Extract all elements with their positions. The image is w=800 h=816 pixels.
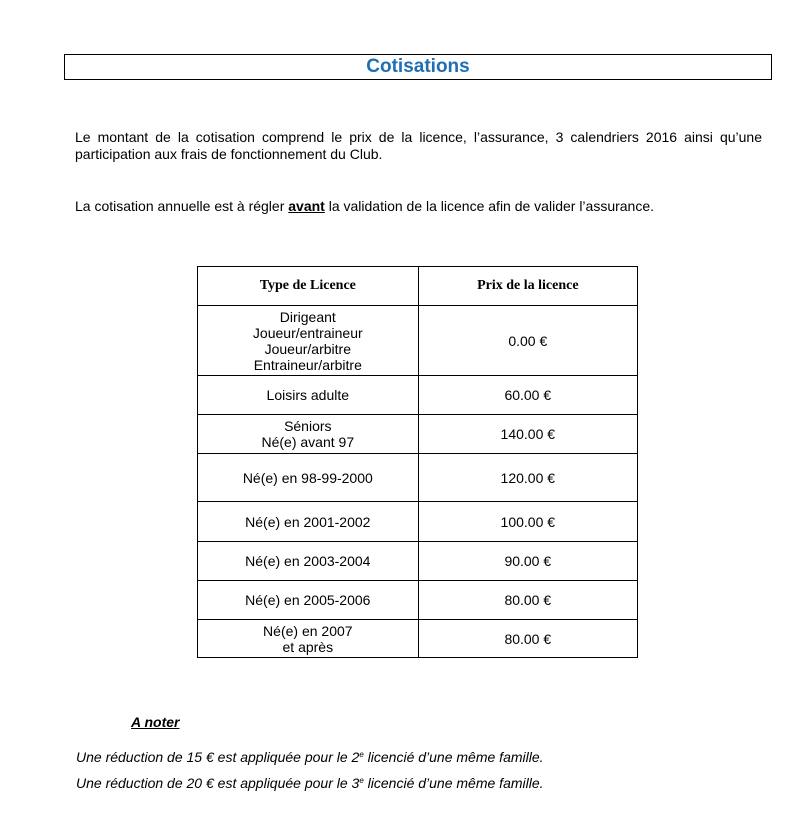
table-row <box>198 376 638 415</box>
license-type-cell <box>198 454 419 502</box>
license-price-cell: 120.00 € <box>418 454 637 502</box>
license-type-line: Né(e) en 98-99-2000 <box>242 469 373 486</box>
license-type-cell <box>198 542 419 581</box>
table-row <box>198 306 638 376</box>
note-text: licencié d’une même famille. <box>363 749 544 765</box>
table-row <box>198 502 638 542</box>
table-row <box>198 454 638 502</box>
header-license-type: Type de Licence <box>198 267 419 306</box>
table-header-row <box>198 267 638 306</box>
table-row <box>198 415 638 454</box>
license-type-line: Entraineur/arbitre <box>253 356 362 373</box>
license-price-cell: 80.00 € <box>418 620 637 658</box>
table-row <box>198 620 638 658</box>
license-price-cell: 100.00 € <box>418 502 637 542</box>
family-discount-note <box>76 775 544 791</box>
note-text: Une réduction de 15 € est appliquée pour le 2 <box>76 749 360 765</box>
license-type-line: Né(e) en 2001-2002 <box>245 513 371 530</box>
license-type-line: Loisirs adulte <box>266 387 350 403</box>
license-price-cell: 80.00 € <box>418 581 637 620</box>
license-type-line: Né(e) avant 97 <box>261 434 355 450</box>
license-type-cell <box>198 415 419 454</box>
license-type-line: Dirigeant <box>279 308 336 325</box>
title-box <box>64 54 772 80</box>
payment-text-before: La cotisation annuelle est à régler <box>75 198 289 214</box>
license-type-cell <box>198 620 419 658</box>
family-discount-note <box>76 749 544 765</box>
note-heading: A noter <box>131 714 180 730</box>
page-title: Cotisations <box>366 56 470 77</box>
license-type-cell <box>198 306 419 376</box>
license-type-line: Joueur/entraineur <box>252 324 363 341</box>
ordinal-suffix: e <box>359 776 364 785</box>
license-price-table <box>197 266 638 658</box>
license-price-cell: 140.00 € <box>418 415 637 454</box>
license-type-cell <box>198 581 419 620</box>
table-row <box>198 581 638 620</box>
note-text: Une réduction de 20 € est appliquée pour le 3 <box>76 775 360 791</box>
payment-emphasis: avant <box>288 198 325 214</box>
header-license-price: Prix de la licence <box>418 267 637 306</box>
license-type-line: Né(e) en 2003-2004 <box>245 553 371 569</box>
license-type-line: Né(e) en 2005-2006 <box>245 592 371 608</box>
ordinal-suffix: e <box>359 750 364 759</box>
license-price-cell: 60.00 € <box>418 376 637 415</box>
license-type-cell <box>198 502 419 542</box>
table-row <box>198 542 638 581</box>
license-type-line: et après <box>282 638 334 655</box>
intro-paragraph: Le montant de la cotisation comprend le prix de la licence, l’assurance, 3 calendriers 2016 ainsi qu’une participation aux frais de fonctionnement du Club. <box>75 129 762 162</box>
license-type-line: Joueur/arbitre <box>264 340 351 357</box>
note-text: licencié d’une même famille. <box>363 775 544 791</box>
payment-text-after: la validation de la licence afin de valider l’assurance. <box>324 198 655 214</box>
license-type-line: Né(e) en 2007 <box>263 622 353 639</box>
payment-paragraph <box>75 198 762 215</box>
license-price-cell: 0.00 € <box>418 306 637 376</box>
license-type-cell <box>198 376 419 415</box>
license-price-cell: 90.00 € <box>418 542 637 581</box>
license-type-line: Séniors <box>284 418 332 434</box>
